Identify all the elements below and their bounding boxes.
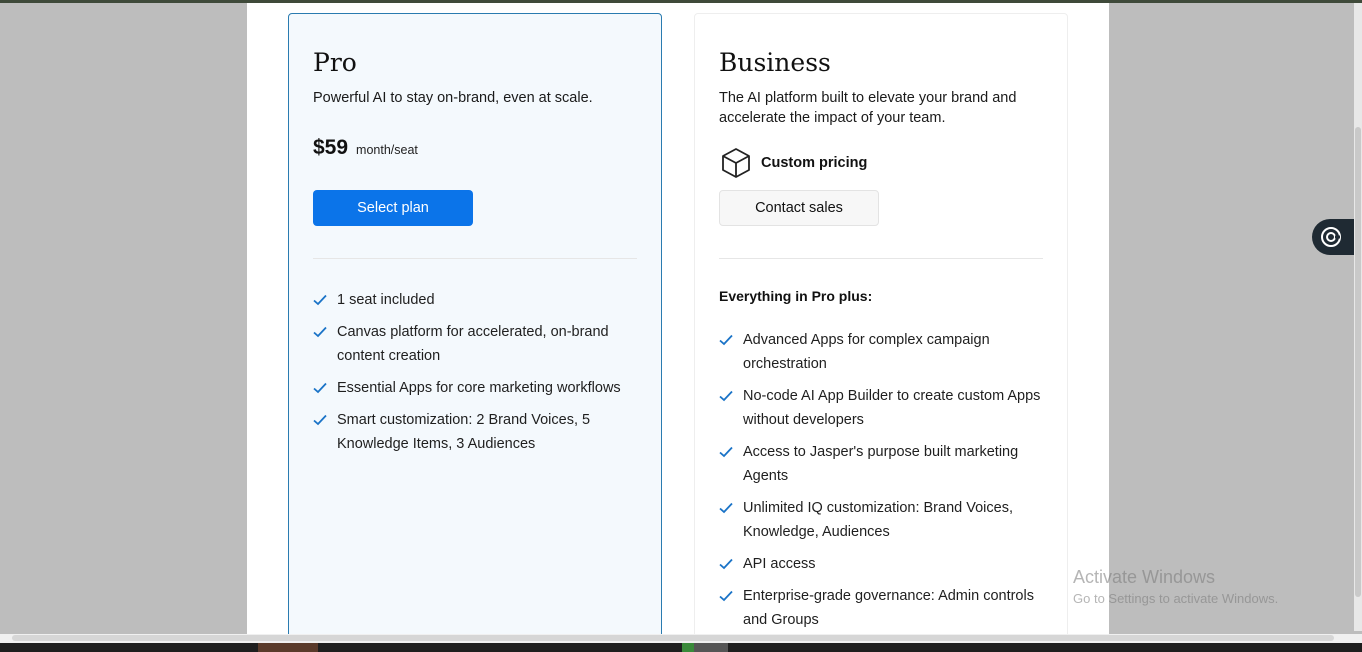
feature-item [719,584,1049,632]
cube-icon [719,146,753,180]
select-plan-button[interactable]: Select plan [313,190,473,226]
feature-text: No-code AI App Builder to create custom Apps without developers [743,388,1041,428]
plan-name: Pro [313,48,357,77]
feature-text: Enterprise-grade governance: Admin controls and Groups [743,588,1034,628]
taskbar-app-icon[interactable] [258,643,318,652]
custom-pricing-row [719,146,867,180]
scrollbar-thumb[interactable] [12,635,1334,641]
feature-item [719,552,1049,576]
feature-list [719,328,1049,634]
feature-item [719,496,1049,544]
price-unit: month/seat [356,143,418,157]
activate-windows-watermark [1073,567,1278,606]
grammarly-icon [1320,226,1342,248]
check-icon [719,390,733,402]
watermark-subtitle: Go to Settings to activate Windows. [1073,591,1279,606]
divider [313,258,637,259]
taskbar-app-icon[interactable] [694,643,728,652]
custom-pricing-label: Custom pricing [761,155,868,171]
plan-card-business [694,13,1068,634]
check-icon [719,502,733,514]
feature-text: Canvas platform for accelerated, on-brand content creation [337,324,609,364]
check-icon [719,558,733,570]
feature-text: Access to Jasper's purpose built marketing Agents [743,444,1019,484]
plan-card-pro [288,13,662,634]
feature-list [313,288,643,464]
feature-text: Essential Apps for core marketing workflows [337,380,621,396]
feature-text: API access [743,556,816,572]
feature-item [719,384,1049,432]
pricing-modal [247,3,1109,634]
feature-text: 1 seat included [337,292,435,308]
watermark-title: Activate Windows [1073,567,1216,587]
check-icon [313,294,327,306]
divider [719,258,1043,259]
horizontal-scrollbar[interactable] [0,634,1362,643]
check-icon [719,446,733,458]
price-row [313,136,418,160]
check-icon [719,334,733,346]
plan-description: Powerful AI to stay on-brand, even at scale. [313,90,593,106]
plan-name: Business [719,48,831,77]
feature-item [313,408,643,456]
taskbar-app-icon[interactable] [682,643,694,652]
feature-text: Advanced Apps for complex campaign orchestration [743,332,990,372]
contact-sales-button[interactable]: Contact sales [719,190,879,226]
feature-item [313,288,643,312]
plan-description: The AI platform built to elevate your brand and accelerate the impact of your team. [719,90,1017,126]
scrollbar-thumb[interactable] [1355,127,1361,597]
check-icon [719,590,733,602]
feature-text: Smart customization: 2 Brand Voices, 5 Knowledge Items, 3 Audiences [337,412,591,452]
check-icon [313,382,327,394]
plan-price: $59 [313,136,349,159]
feature-item [719,440,1049,488]
features-heading: Everything in Pro plus: [719,288,873,304]
vertical-scrollbar[interactable] [1354,3,1362,631]
feature-item [313,376,643,400]
feature-item [313,320,643,368]
feature-item [719,328,1049,376]
feature-text: Unlimited IQ customization: Brand Voices, Knowledge, Audiences [743,500,1013,540]
check-icon [313,326,327,338]
check-icon [313,414,327,426]
taskbar [0,643,1362,652]
